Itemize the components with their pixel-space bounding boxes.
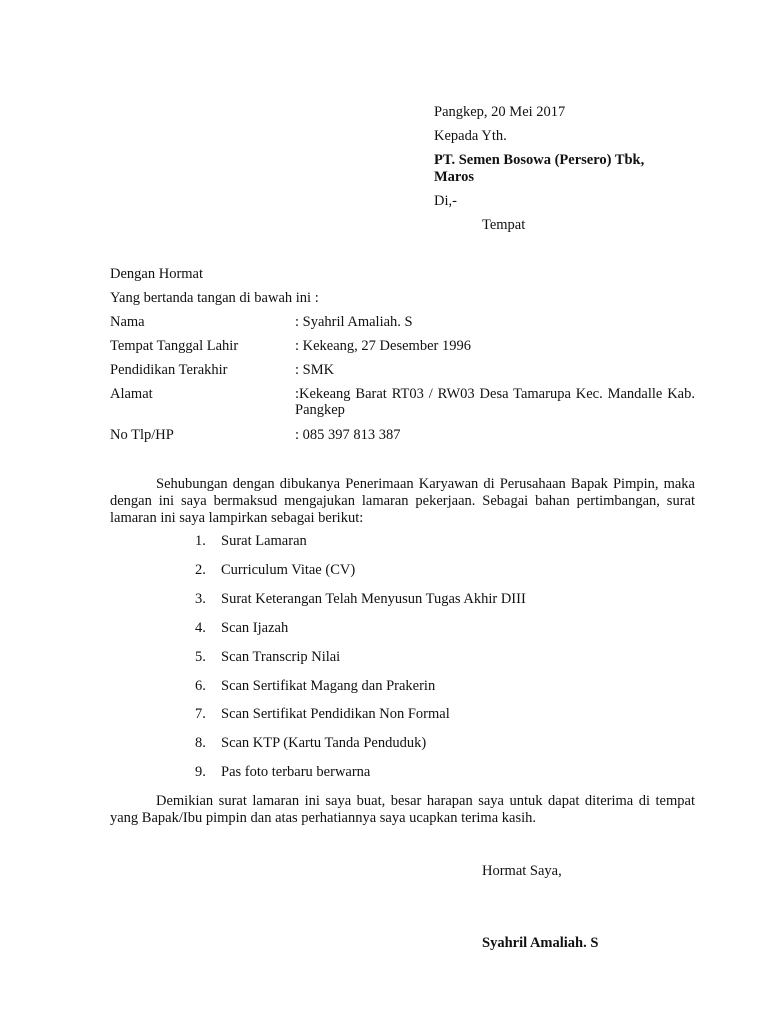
identity-label: Alamat	[110, 386, 153, 402]
list-text: Scan KTP (Kartu Tanda Penduduk)	[221, 735, 427, 751]
list-text: Scan Sertifikat Magang dan Prakerin	[221, 678, 436, 694]
signature-name: Syahril Amaliah. S	[482, 935, 599, 951]
list-text: Scan Sertifikat Pendidikan Non Formal	[221, 706, 450, 722]
list-item	[195, 533, 307, 550]
tempat-label: Tempat	[482, 217, 526, 233]
identity-label: Tempat Tanggal Lahir	[110, 338, 239, 354]
intro-line: Yang bertanda tangan di bawah ini :	[110, 290, 319, 306]
list-item	[195, 649, 340, 666]
identity-label: Nama	[110, 314, 145, 330]
identity-value: :Kekeang Barat RT03 / RW03 Desa Tamarupa Kec. Mandalle Kab. Pangkep	[295, 386, 695, 418]
list-number: 2.	[195, 562, 206, 578]
identity-value: : Kekeang, 27 Desember 1996	[295, 338, 471, 354]
company-name: PT. Semen Bosowa (Persero) Tbk,	[434, 152, 645, 168]
identity-label: Pendidikan Terakhir	[110, 362, 228, 378]
identity-value: : 085 397 813 387	[295, 427, 401, 443]
list-number: 1.	[195, 533, 206, 549]
list-item	[195, 591, 526, 608]
place-date: Pangkep, 20 Mei 2017	[434, 104, 566, 120]
list-text: Scan Ijazah	[221, 620, 289, 636]
company-city: Maros	[434, 169, 475, 185]
list-number: 3.	[195, 591, 206, 607]
list-item	[195, 764, 370, 781]
list-number: 7.	[195, 706, 206, 722]
list-item	[195, 678, 435, 695]
list-text: Scan Transcrip Nilai	[221, 649, 341, 665]
identity-label: No Tlp/HP	[110, 427, 174, 443]
list-number: 4.	[195, 620, 206, 636]
body-paragraph-1: Sehubungan dengan dibukanya Penerimaan Karyawan di Perusahaan Bapak Pimpin, maka dengan ini saya bermaksud mengajukan lamaran pekerjaan. Sebagai bahan pertimbangan, surat lamaran ini saya lampirkan sebagai berikut:	[110, 476, 695, 526]
list-item	[195, 620, 288, 637]
list-number: 5.	[195, 649, 206, 665]
list-number: 9.	[195, 764, 206, 780]
recipient-label: Kepada Yth.	[434, 128, 507, 144]
list-text: Surat Keterangan Telah Menyusun Tugas Akhir DIII	[221, 591, 526, 607]
list-item	[195, 735, 426, 752]
body-paragraph-2: Demikian surat lamaran ini saya buat, besar harapan saya untuk dapat diterima di tempat yang Bapak/Ibu pimpin dan atas perhatiannya saya ucapkan terima kasih.	[110, 793, 695, 826]
list-text: Curriculum Vitae (CV)	[221, 562, 356, 578]
identity-value: : SMK	[295, 362, 335, 378]
list-number: 6.	[195, 678, 206, 694]
closing-regards: Hormat Saya,	[482, 863, 562, 879]
identity-value: : Syahril Amaliah. S	[295, 314, 413, 330]
greeting: Dengan Hormat	[110, 266, 204, 282]
list-text: Pas foto terbaru berwarna	[221, 764, 371, 780]
list-item	[195, 706, 450, 723]
list-text: Surat Lamaran	[221, 533, 307, 549]
di-label: Di,-	[434, 193, 457, 209]
list-number: 8.	[195, 735, 206, 751]
list-item	[195, 562, 355, 579]
